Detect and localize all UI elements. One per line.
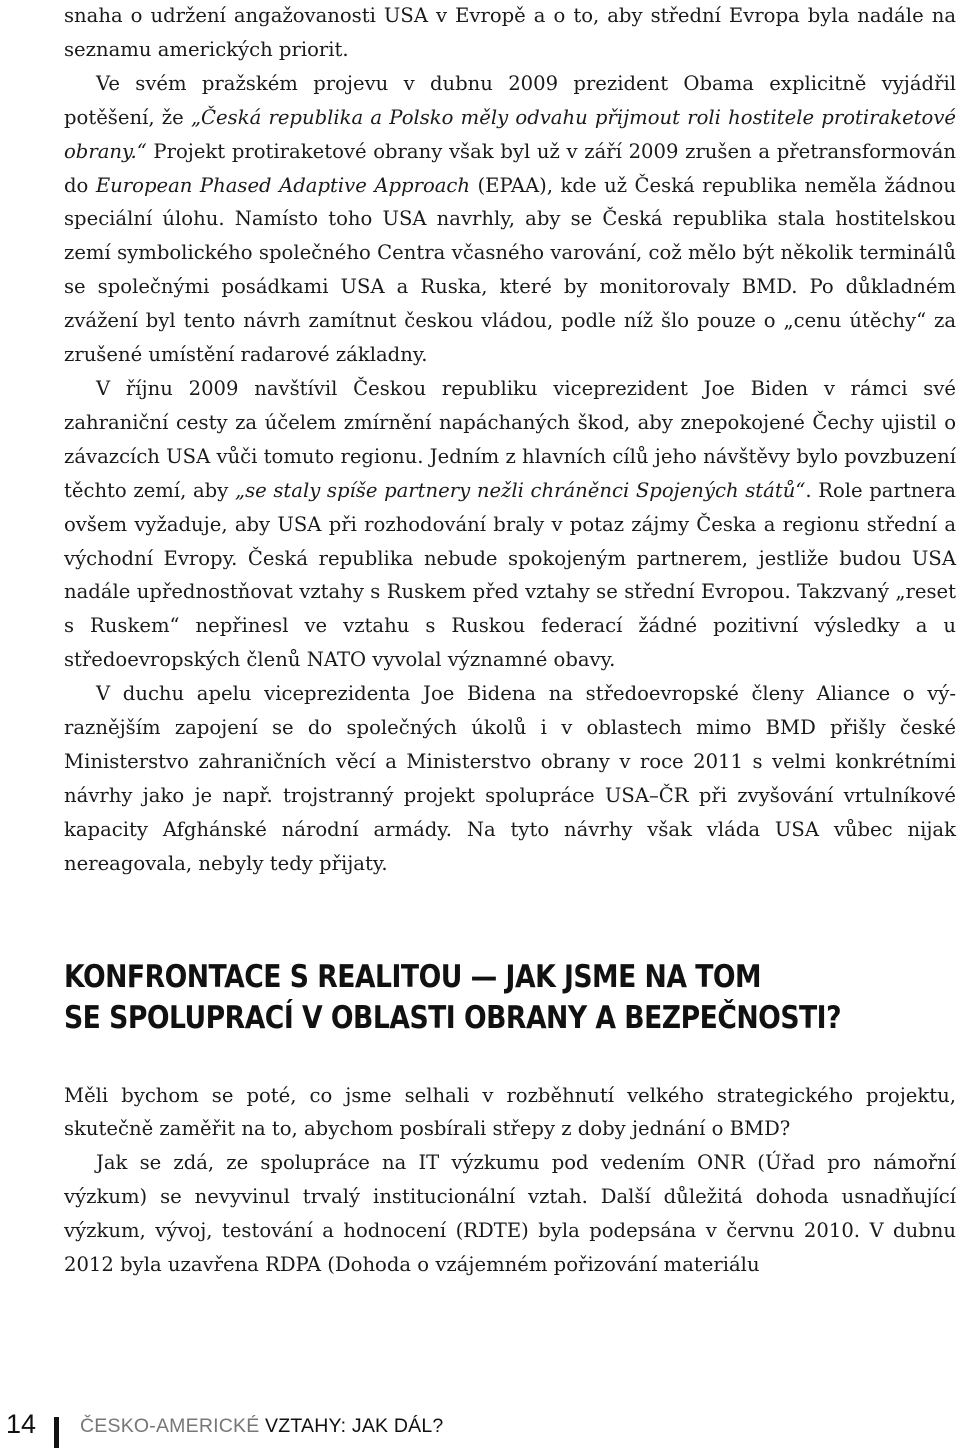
- biden-quote: „se staly spíše partnery nežli chráněnci Spojených států“: [234, 478, 806, 502]
- text-segment: Projekt protiraketové obrany však byl už v září 2009 zrušen a přetransformován do: [64, 139, 956, 197]
- section-paragraph-question: Měli bychom se poté, co jsme selhali v rozběhnutí velkého strategického projektu, skutečně zaměřit na to, abychom posbírali střepy z doby jednání o BMD?: [64, 1083, 956, 1141]
- text-segment: Ve svém pražském projevu v dubnu 2009 prezident Obama explicitně vyjádřil potěšení, že: [64, 71, 956, 129]
- epaa-term: European Phased Adaptive Approach: [95, 173, 471, 197]
- text-segment: (EPAA), kde už Česká republika neměla žádnou speciální úlohu. Namísto toho USA navrhly, aby se Česká republika stala hostitelskou zemí symbolického společného Centra včasného varování, což mělo být několik terminálů se společnými posádkami USA a Ruska, které by monitorovaly BMD. Po důkladném zvážení byl tento návrh zamítnut českou vládou, podle níž šlo pouze o „cenu útěchy“ za zrušené umístění radarové základny.: [64, 173, 956, 367]
- paragraph-ministry-proposals: V duchu apelu viceprezidenta Joe Bidena na středoevropské členy Aliance o výraznějším zapojení se do společných úkolů i v oblastech mimo BMD přišly české Ministerstvo zahraničních věcí a Ministerstvo obrany v roce 2011 s velmi konkrétními návrhy jako je např. trojstranný projekt spolupráce USA–ČR při zvyšování vrtulníkové kapacity Afghánské národní armády. Na tyto návrhy však vláda USA vůbec nijak nereagovala, nebyly tedy přijaty.: [64, 682, 956, 875]
- text-segment: . Role partnera ovšem vyžaduje, aby USA při rozhodování braly v potaz zájmy Česka a regionu střední a východní Evropy. Česká republika nebude spokojeným partnerem, jestliže budou USA nadále upřednostňovat vztahy s Ruskem před vztahy se střední Evropou. Takzvaný „reset s Ruskem“ nepřinesl ve vztahu s Ruskou federací žádné pozitivní výsledky a u středoevropských členů NATO vyvolal významné obavy.: [64, 478, 956, 672]
- running-title-light: ČESKO-AMERICKÉ: [80, 1415, 266, 1437]
- text-segment: V říjnu 2009 navštívil Českou republiku viceprezident Joe Biden v rámci své zahraniční cesty za účelem zmírnění napáchaných škod, aby znepokojené Čechy ujistil o závazcích USA vůči tomuto regionu. Jedním z hlavních cílů jeho návštěvy bylo povzbuzení těchto zemí, aby: [64, 376, 956, 502]
- section-heading: [64, 957, 955, 1039]
- footer-divider-bar: [54, 1417, 59, 1448]
- page-number: 14: [6, 1409, 37, 1439]
- running-title-dark: VZTAHY: JAK DÁL?: [265, 1415, 444, 1437]
- page-body: [64, 0, 956, 1282]
- paragraph-obama-speech: [64, 67, 956, 372]
- section-paragraph-research: Jak se zdá, ze spolupráce na IT výzkumu pod vedením ONR (Úřad pro námořní výzkum) se nevyvinul trvalý institucionální vztah. Další důležitá dohoda usnadňující výzkum, vývoj, testování a hodnocení (RDTE) byla podepsána v červnu 2010. V dubnu 2012 byla uzavřena RDPA (Dohoda o vzájemném pořizování materiálu: [64, 1151, 956, 1277]
- page-footer: [0, 1403, 960, 1448]
- section-heading-line-2: SE SPOLUPRACÍ V OBLASTI OBRANY A BEZPEČNOSTI?: [64, 999, 842, 1036]
- section-heading-line-1: KONFRONTACE S REALITOU — JAK JSME NA TOM: [64, 958, 762, 995]
- running-title: [80, 1412, 443, 1440]
- paragraph-continuation: snaha o udržení angažovanosti USA v Evropě a o to, aby střední Evropa byla nadále na seznamu amerických priorit.: [64, 4, 956, 61]
- obama-quote: „Česká republika a Polsko měly odvahu přijmout roli hostitele protiraketové obrany.“: [64, 105, 956, 163]
- paragraph-biden-visit: [64, 372, 956, 677]
